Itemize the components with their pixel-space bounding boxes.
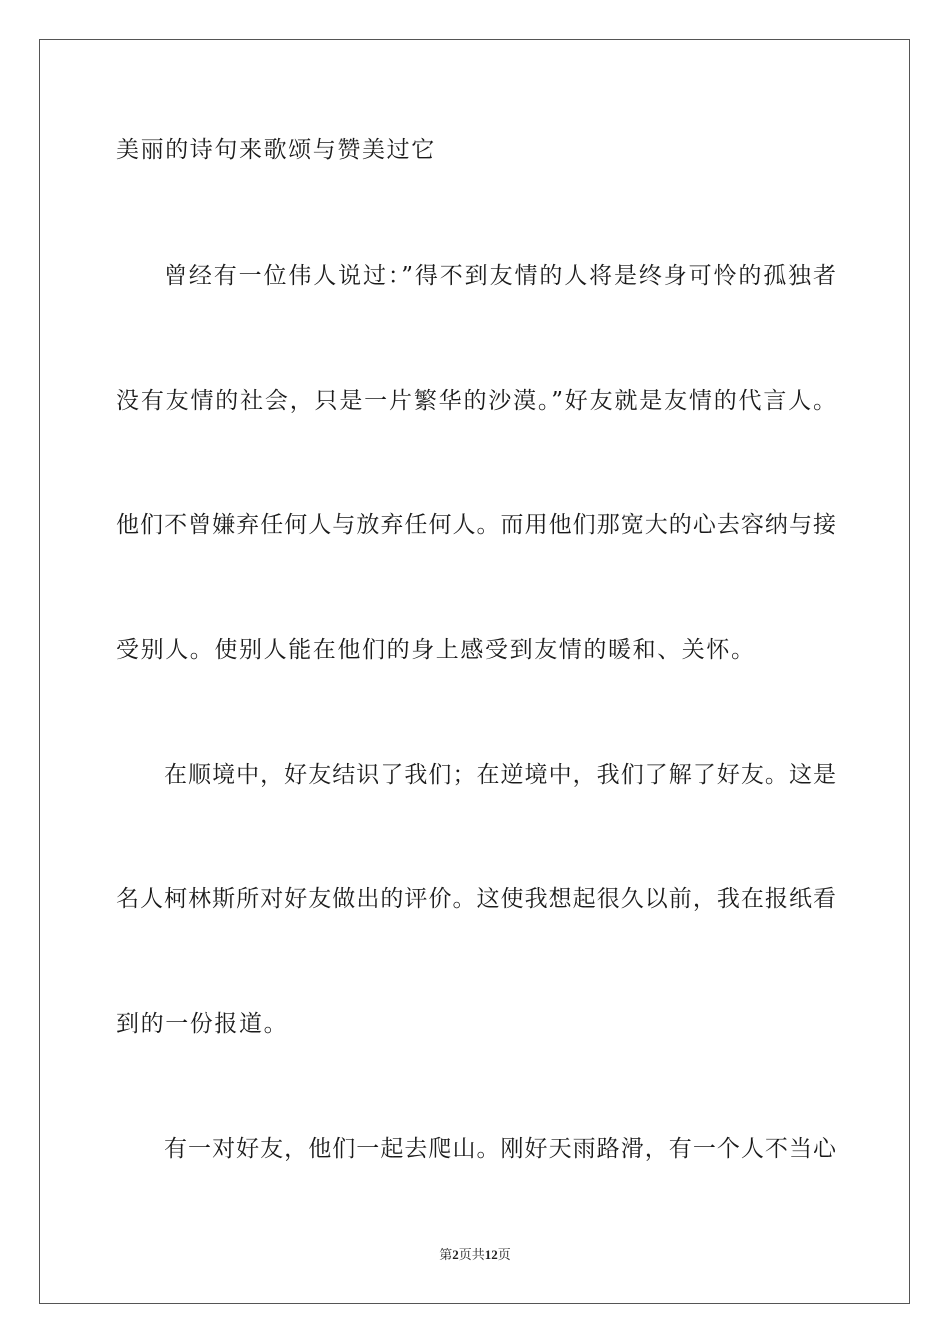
- paragraph-2-line-2: 没有友情的社会，只是一片繁华的沙漠。”好友就是友情的代言人。: [116, 388, 836, 414]
- paragraph-3-line-1: 在顺境中，好友结识了我们；在逆境中，我们了解了好友。这是: [164, 762, 836, 788]
- total-pages: 12: [484, 1247, 498, 1262]
- page-number: 2: [452, 1247, 459, 1262]
- page-suffix: 页: [458, 1247, 472, 1262]
- paragraph-3-line-2: 名人柯林斯所对好友做出的评价。这使我想起很久以前，我在报纸看: [116, 886, 836, 912]
- paragraph-2-line-3: 他们不曾嫌弃任何人与放弃任何人。而用他们那宽大的心去容纳与接: [116, 512, 836, 538]
- paragraph-2-line-4: 受别人。使别人能在他们的身上感受到友情的暖和、关怀。: [116, 637, 756, 663]
- page-border: [39, 39, 910, 1304]
- total-prefix: 共: [471, 1247, 485, 1262]
- paragraph-3-line-3: 到的一份报道。: [116, 1011, 289, 1037]
- paragraph-4-line-1: 有一对好友，他们一起去爬山。刚好天雨路滑，有一个人不当心: [164, 1136, 836, 1162]
- paragraph-2-line-1: 曾经有一位伟人说过：”得不到友情的人将是终身可怜的孤独者: [164, 263, 836, 289]
- text-line-1: 美丽的诗句来歌颂与赞美过它: [116, 137, 436, 163]
- page-prefix: 第: [439, 1247, 453, 1262]
- total-suffix: 页: [497, 1247, 511, 1262]
- page-footer: [0, 1247, 950, 1263]
